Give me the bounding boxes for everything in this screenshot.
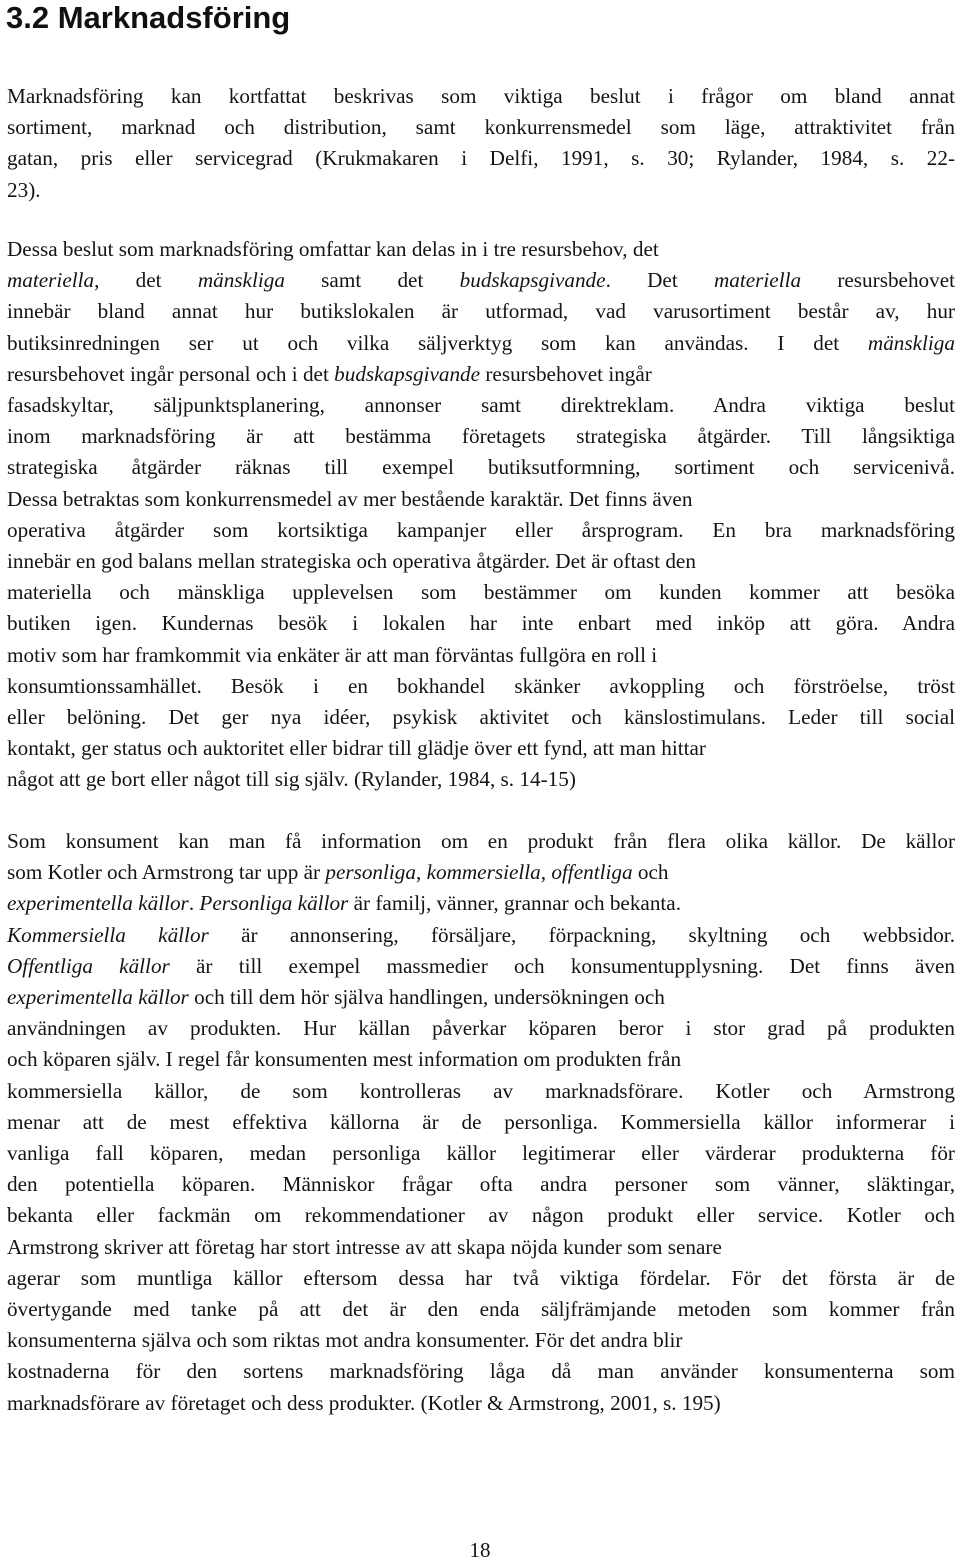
text-line: användningen av produkten. Hur källan påverkar köparen beror i stor grad på produkten bbox=[7, 1016, 955, 1041]
text-line: Dessa betraktas som konkurrensmedel av mer bestående karaktär. Det finns även bbox=[7, 486, 693, 511]
emphasis-term: offentliga bbox=[551, 860, 633, 885]
text-line: operativa åtgärder som kortsiktiga kampanjer eller årsprogram. En bra marknadsföring bbox=[7, 517, 955, 542]
text-line: agerar som muntliga källor eftersom dessa har två viktiga fördelar. För det första är de bbox=[7, 1265, 955, 1290]
text-line: gatan, pris eller servicegrad (Krukmakaren i Delfi, 1991, s. 30; Rylander, 1984, s. 22- bbox=[7, 146, 955, 171]
text-line: materiella och mänskliga upplevelsen som bestämmer om kunden kommer att besöka bbox=[7, 580, 955, 605]
text-line: butiksinredningen ser ut och vilka säljverktyg som kan användas. I det mänskliga bbox=[7, 330, 955, 355]
text-line: innebär bland annat hur butikslokalen är utformad, vad varusortiment består av, hur bbox=[7, 299, 955, 324]
emphasis-term: budskapsgivande bbox=[334, 361, 481, 386]
text-line: konsumtionssamhället. Besök i en bokhandel skänker avkoppling och förströelse, tröst bbox=[7, 673, 955, 698]
paragraph-information-sources bbox=[7, 826, 955, 1419]
text-line: fasadskyltar, säljpunktsplanering, annonser samt direktreklam. Andra viktiga beslut bbox=[7, 393, 955, 418]
text-line: innebär en god balans mellan strategiska och operativa åtgärder. Det är oftast den bbox=[7, 549, 696, 574]
text-line: konsumenterna själva och som riktas mot andra konsumenter. För det andra blir bbox=[7, 1328, 683, 1353]
text-line: 23). bbox=[7, 177, 41, 202]
emphasis-term: personliga bbox=[325, 860, 416, 885]
text-line: kontakt, ger status och auktoritet eller bidrar till glädje över ett fynd, att man hittar bbox=[7, 736, 706, 761]
text-line: kommersiella källor, de som kontrolleras av marknadsförare. Kotler och Armstrong bbox=[7, 1078, 955, 1103]
text-line: materiella, det mänskliga samt det budskapsgivande. Det materiella resursbehovet bbox=[7, 268, 956, 293]
text-line: Marknadsföring kan kortfattat beskrivas som viktiga beslut i frågor om bland annat bbox=[7, 84, 955, 108]
text-line: menar att de mest effektiva källorna är de personliga. Kommersiella källor informerar i bbox=[7, 1109, 955, 1134]
text-line: motiv som har framkommit via enkäter är att man förväntas fullgöra en roll i bbox=[7, 642, 658, 667]
text-line: kostnaderna för den sortens marknadsföring låga då man använder konsumenterna som bbox=[7, 1359, 955, 1384]
emphasis-term: kommersiella bbox=[426, 860, 541, 885]
emphasis-term: Personliga källor bbox=[199, 891, 349, 916]
emphasis-term: Offentliga källor bbox=[7, 953, 170, 978]
text-line: bekanta eller fackmän om rekommendationer av någon produkt eller service. Kotler och bbox=[7, 1203, 955, 1228]
text-line: inom marknadsföring är att bestämma företagets strategiska åtgärder. Till långsiktiga bbox=[7, 424, 955, 449]
text-line: strategiska åtgärder räknas till exempel butiksutformning, sortiment och servicenivå. bbox=[7, 455, 955, 480]
text-line: experimentella källor och till dem hör själva handlingen, undersökningen och bbox=[7, 985, 665, 1010]
emphasis-term: materiella bbox=[7, 268, 95, 293]
text-line: eller belöning. Det ger nya idéer, psykisk aktivitet och känslostimulans. Leder till social bbox=[7, 705, 955, 730]
emphasis-term: Kommersiella källor bbox=[7, 922, 209, 947]
text-line: marknadsförare av företaget och dess produkter. (Kotler & Armstrong, 2001, s. 195) bbox=[7, 1390, 721, 1415]
text-line: den potentiella köparen. Människor frågar ofta andra personer som vänner, släktingar, bbox=[7, 1172, 955, 1197]
text-line: resursbehovet ingår personal och i det budskapsgivande resursbehovet ingår bbox=[7, 361, 652, 386]
paragraph-resource-needs bbox=[7, 234, 955, 796]
text-line: experimentella källor. Personliga källor är familj, vänner, grannar och bekanta. bbox=[7, 891, 682, 916]
emphasis-term: materiella bbox=[713, 268, 802, 293]
section-heading: 3.2 Marknadsföring bbox=[6, 0, 291, 35]
text-line: Kommersiella källor är annonsering, försäljare, förpackning, skyltning och webbsidor. bbox=[7, 922, 955, 947]
text-line: Som konsument kan man få information om en produkt från flera olika källor. De källor bbox=[7, 829, 955, 853]
text-line: något att ge bort eller något till sig själv. (Rylander, 1984, s. 14-15) bbox=[7, 767, 576, 792]
text-line: som Kotler och Armstrong tar upp är personliga, kommersiella, offentliga och bbox=[7, 860, 669, 885]
text-line: butiken igen. Kundernas besök i lokalen har inte enbart med inköp att göra. Andra bbox=[7, 611, 955, 636]
text-line: Dessa beslut som marknadsföring omfattar kan delas in i tre resursbehov, det bbox=[7, 237, 659, 261]
emphasis-term: mänskliga bbox=[197, 268, 285, 293]
page-number: 18 bbox=[469, 1538, 491, 1562]
emphasis-term: mänskliga bbox=[867, 330, 955, 355]
text-line: Offentliga källor är till exempel massmedier och konsumentupplysning. Det finns även bbox=[7, 953, 955, 978]
text-line: vanliga fall köparen, medan personliga källor legitimerar eller värderar produkterna för bbox=[7, 1141, 955, 1166]
emphasis-term: experimentella källor bbox=[7, 985, 189, 1010]
text-line: övertygande med tanke på att det är den enda säljfrämjande metoden som kommer från bbox=[7, 1297, 955, 1322]
text-line: och köparen själv. I regel får konsumenten mest information om produkten från bbox=[7, 1047, 682, 1072]
text-line: Armstrong skriver att företag har stort intresse av att skapa nöjda kunder som senare bbox=[7, 1234, 722, 1259]
emphasis-term: experimentella källor bbox=[7, 891, 189, 916]
paragraph-intro bbox=[7, 81, 955, 206]
text-line: sortiment, marknad och distribution, samt konkurrensmedel som läge, attraktivitet från bbox=[7, 115, 955, 140]
emphasis-term: budskapsgivande bbox=[459, 268, 606, 293]
